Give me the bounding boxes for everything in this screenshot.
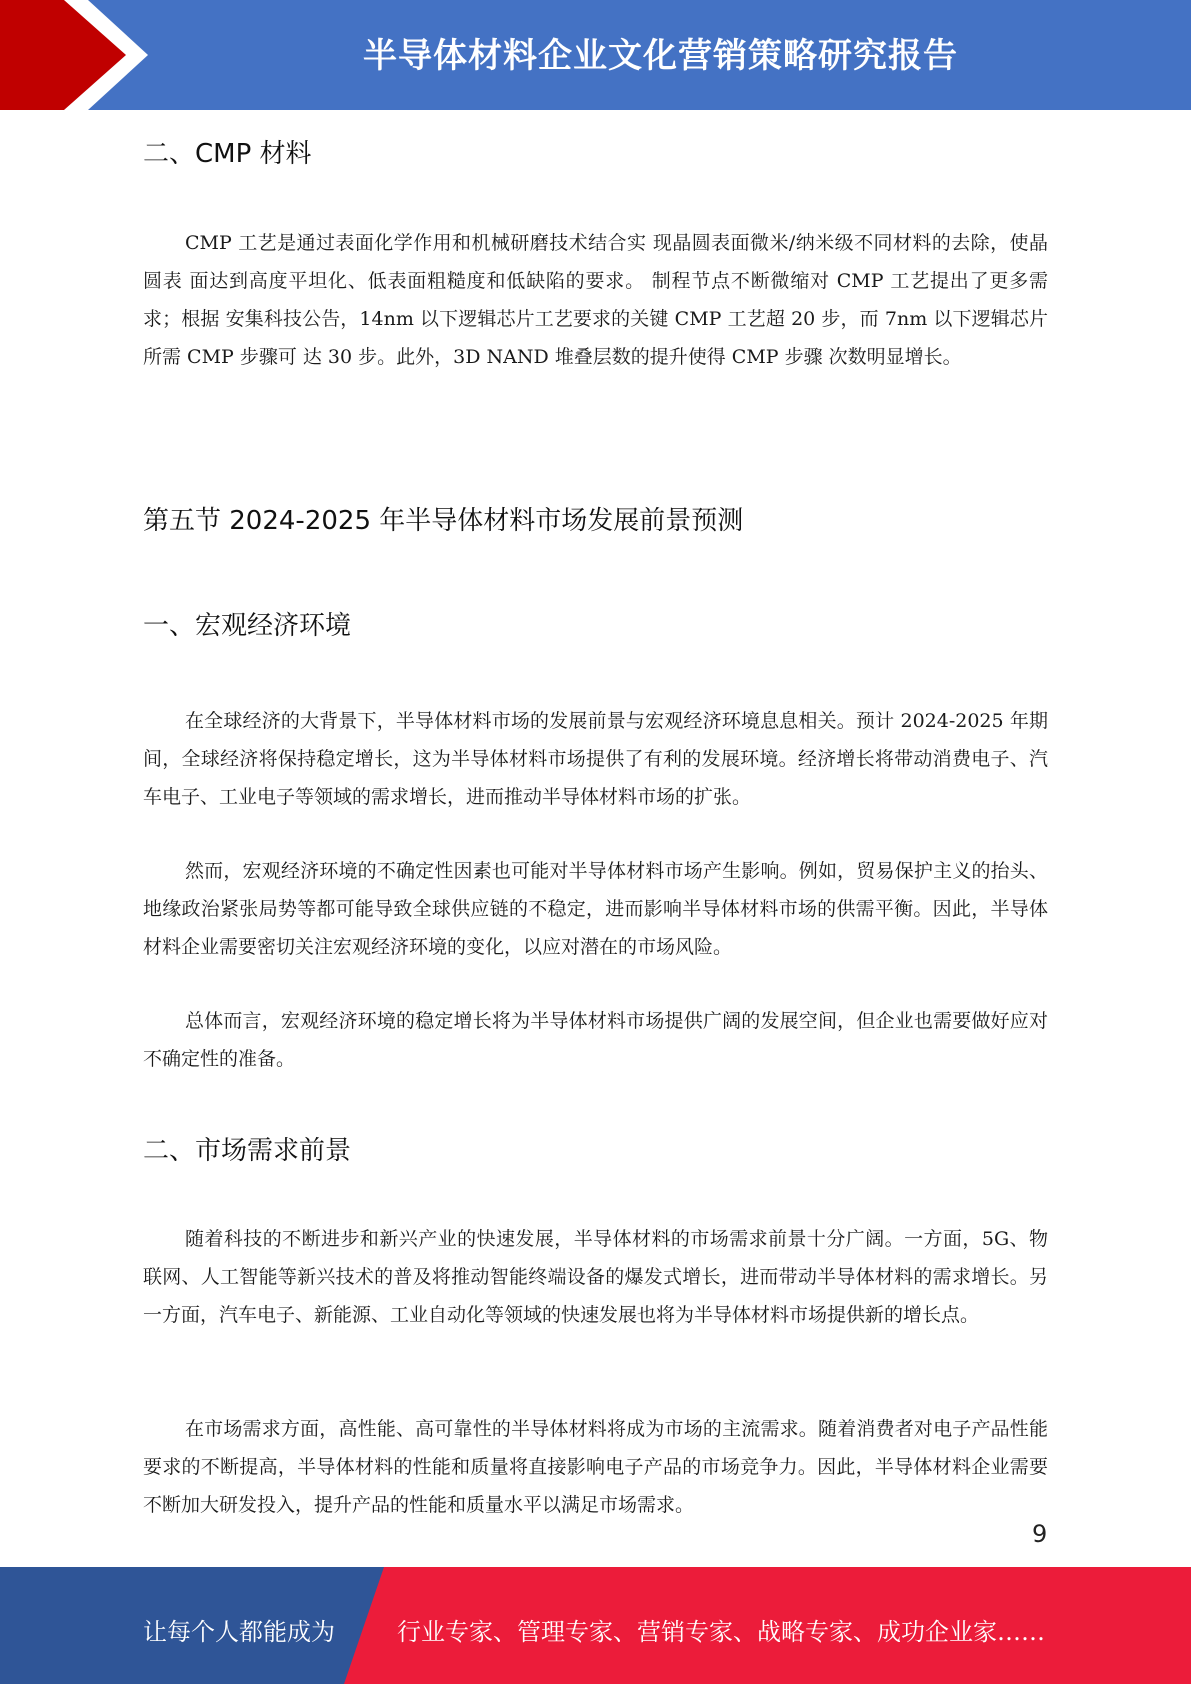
macro-heading: 一、宏观经济环境 [143, 611, 352, 641]
document-title: 半导体材料企业文化营销策略研究报告 [363, 36, 958, 76]
cmp-heading: 二、CMP 材料 [143, 139, 312, 169]
macro-paragraph-2: 然而，宏观经济环境的不确定性因素也可能对半导体材料市场产生影响。例如，贸易保护主义的抬头、地缘政治紧张局势等都可能导致全球供应链的不稳定，进而影响半导体材料市场的供需平衡。因此，半导体材料企业需要密切关注宏观经济环境的变化，以应对潜在的市场风险。 [143, 860, 1048, 958]
demand-heading: 二、市场需求前景 [143, 1136, 352, 1166]
footer-slogan-left: 让每个人都能成为 [143, 1618, 335, 1646]
macro-paragraph-1: 在全球经济的大背景下，半导体材料市场的发展前景与宏观经济环境息息相关。预计 2024-2025 年期间，全球经济将保持稳定增长，这为半导体材料市场提供了有利的发展环境。经济增长将带动消费电子、汽车电子、工业电子等领域的需求增长，进而推动半导体材料市场的扩张。 [143, 710, 1048, 808]
section5-heading: 第五节 2024-2025 年半导体材料市场发展前景预测 [143, 506, 744, 536]
demand-paragraph-2: 在市场需求方面，高性能、高可靠性的半导体材料将成为市场的主流需求。随着消费者对电子产品性能要求的不断提高，半导体材料的性能和质量将直接影响电子产品的市场竞争力。因此，半导体材料企业需要不断加大研发投入，提升产品的性能和质量水平以满足市场需求。 [143, 1418, 1048, 1516]
macro-paragraph-3: 总体而言，宏观经济环境的稳定增长将为半导体材料市场提供广阔的发展空间，但企业也需要做好应对不确定性的准备。 [143, 1010, 1048, 1070]
page-footer [0, 1567, 1191, 1684]
page-header [0, 0, 1191, 110]
demand-paragraph-1: 随着科技的不断进步和新兴产业的快速发展，半导体材料的市场需求前景十分广阔。一方面，5G、物联网、人工智能等新兴技术的普及将推动智能终端设备的爆发式增长，进而带动半导体材料的需求增长。另一方面，汽车电子、新能源、工业自动化等领域的快速发展也将为半导体材料市场提供新的增长点。 [143, 1228, 1048, 1326]
page-number: 9 [1032, 1520, 1048, 1548]
footer-slogan-right: 行业专家、管理专家、营销专家、战略专家、成功企业家…… [397, 1618, 1045, 1646]
cmp-paragraph: CMP 工艺是通过表面化学作用和机械研磨技术结合实 现晶圆表面微米/纳米级不同材料的去除，使晶圆表 面达到高度平坦化、低表面粗糙度和低缺陷的要求。 制程节点不断微缩对 CMP 工艺提出了更多需求；根据 安集科技公告，14nm 以下逻辑芯片工艺要求的关键 CMP 工艺超 20 步，而 7nm 以下逻辑芯片所需 CMP 步骤可 达 30 步。此外，3D NAND 堆叠层数的提升使得 CMP 步骤 次数明显增长。 [143, 232, 1048, 368]
